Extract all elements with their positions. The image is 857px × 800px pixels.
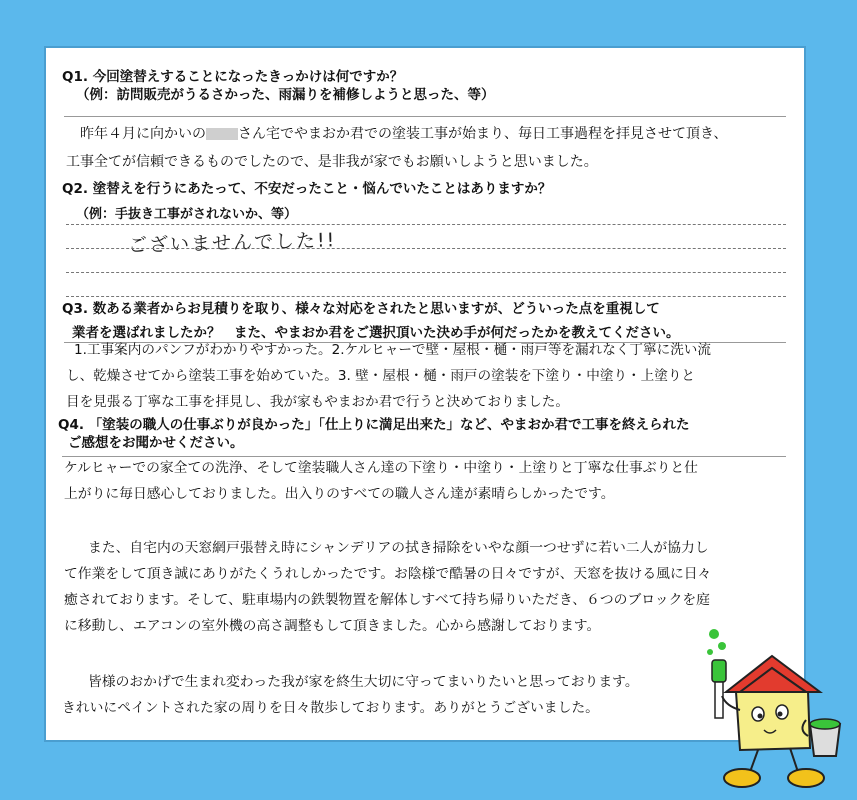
q1-answer-part-b: さん宅でやまおか君での塗装工事が始まり、毎日工事過程を拝見させて頂き、	[238, 126, 728, 142]
q2-question-text: Q2. 塗替えを行うにあたって、不安だったこと・悩んでいたことはありますか？	[62, 181, 552, 197]
q4-p2-line2: て作業をして頂き誠にありがたくうれしかったです。お陰様で酷暑の日々ですが、天窓を抜ける風に日々	[64, 566, 712, 582]
q4-p2-line4: に移動し、エアコンの室外機の高さ調整もして頂きました。心から感謝しております。	[64, 618, 601, 634]
q2-example-text: （例：手抜き工事がされないか、等）	[76, 207, 298, 222]
q2-handwritten-answer: ございませんでした!!	[127, 229, 337, 257]
q3-answer-line3: 目を見張る丁寧な工事を拝見し、我が家もやまおか君で行うと決めておりました。	[66, 394, 569, 410]
answer-line	[66, 296, 786, 297]
q3-answer-line2: し、乾燥させてから塗装工事を始めていた。3. 壁・屋根・樋・雨戸の塗装を下塗り・中塗り・上塗りと	[66, 368, 696, 384]
q4-p1-line2: 上がりに毎日感心しておりました。出入りのすべての職人さん達が素晴らしかったです。	[64, 486, 615, 502]
q4-p3-line2: きれいにペイントされた家の周りを日々散歩しております。ありがとうございました。	[62, 700, 599, 716]
answer-line	[66, 248, 786, 249]
q3-question-text: Q3. 数ある業者からお見積りを取り、様々な対応をされたと思いますが、どういった点を重視して	[62, 301, 660, 317]
q4-question	[58, 416, 689, 452]
q4-p3-line1: 皆様のおかげで生まれ変わった我が家を終生大切に守ってまいりたいと思っております。	[88, 674, 639, 690]
q1-question-text: Q1. 今回塗替えすることになったきっかけは何ですか？	[62, 69, 404, 85]
redacted-name	[206, 128, 238, 140]
house-mascot-icon	[706, 626, 856, 798]
answer-line	[66, 272, 786, 273]
q4-p1-line1: ケルヒャーでの家全ての洗浄、そして塗装職人さん達の下塗り・中塗り・上塗りと丁寧な仕事ぶりと仕	[64, 460, 698, 476]
q3-question-text-2: 業者を選ばれましたか？ また、やまおか君をご選択頂いた決め手が何だったかを教えてください。	[72, 325, 680, 341]
divider	[64, 116, 786, 117]
q3-question	[62, 300, 680, 342]
q4-p2-line1: また、自宅内の天窓網戸張替え時にシャンデリアの拭き掃除をいやな顔一つせずに若い二人が協力し	[88, 540, 709, 556]
survey-sheet	[44, 46, 806, 742]
q1-question	[62, 68, 495, 104]
q4-question-text-2: ご感想をお聞かせください。	[68, 435, 244, 451]
q1-answer-line2: 工事全てが信頼できるものでしたので、是非我が家でもお願いしようと思いました。	[66, 154, 598, 170]
q1-example: （例：訪問販売がうるさかった、雨漏りを補修しようと思った、等）	[76, 87, 495, 103]
q4-p2-line3: 癒されております。そして、駐車場内の鉄製物置を解体しすべて持ち帰りいただき、６つのブロックを庭	[64, 592, 710, 608]
q3-answer-line1: 1.工事案内のパンフがわかりやすかった。2.ケルヒャーで壁・屋根・樋・雨戸等を漏れなく丁寧に洗い流	[74, 342, 711, 358]
q2-question	[62, 180, 551, 198]
q2-example	[62, 206, 297, 224]
q1-answer-line1	[80, 122, 727, 147]
q4-question-text: Q4. 「塗装の職人の仕事ぶりが良かった」「仕上りに満足出来た」など、やまおか君で工事を終えられた	[58, 417, 690, 433]
q1-answer-part-a: 昨年４月に向かいの	[80, 126, 206, 142]
answer-line	[66, 224, 786, 225]
